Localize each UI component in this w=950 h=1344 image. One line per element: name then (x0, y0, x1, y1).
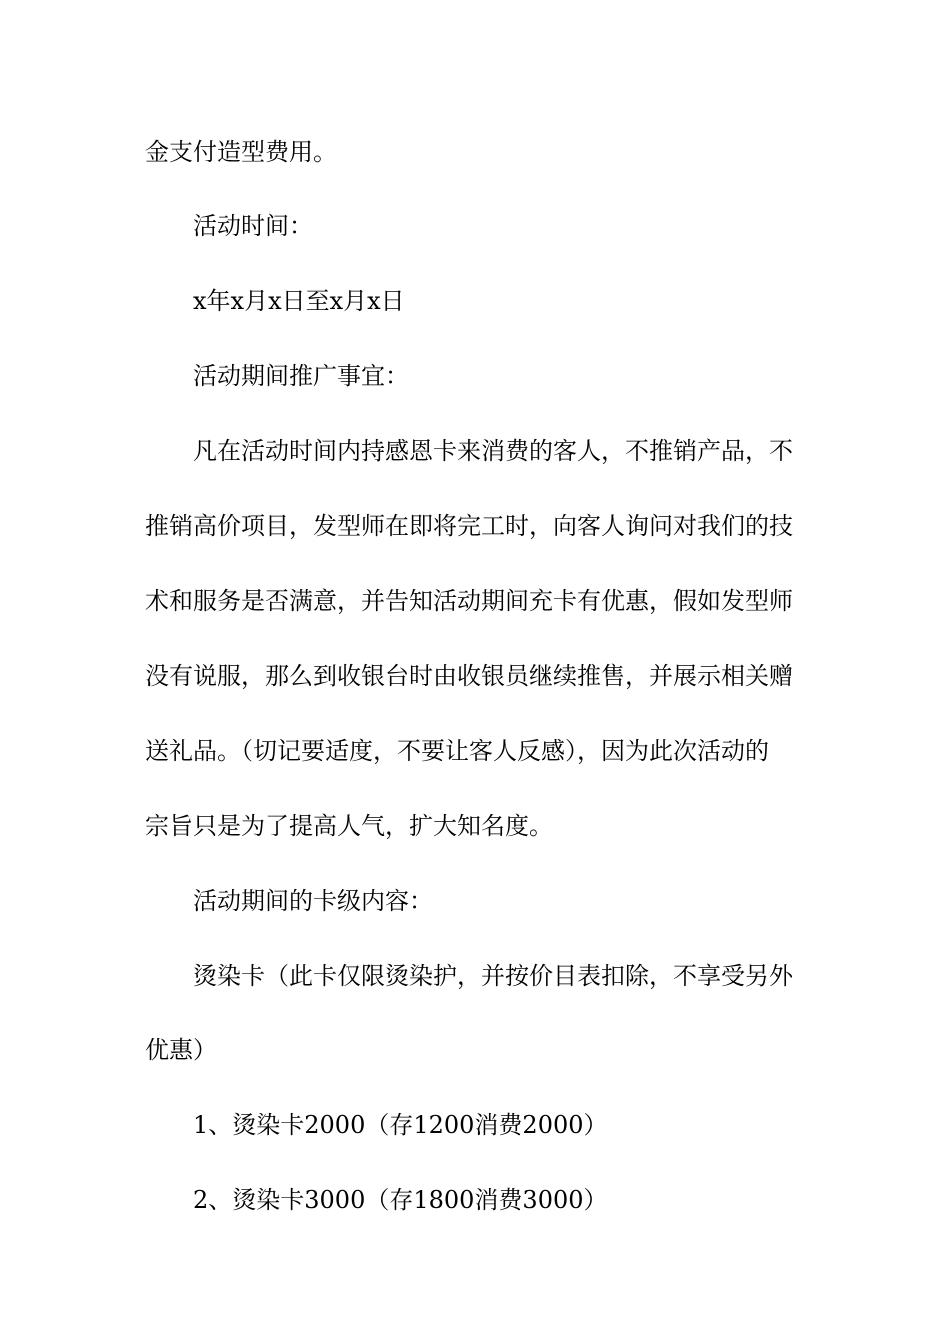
text-line: 金支付造型费用。 (145, 138, 337, 166)
text-line: 送礼品。（切记要适度，不要让客人反感），因为此次活动的 (145, 737, 769, 765)
text-line: 推销高价项目，发型师在即将完工时，向客人询问对我们的技 (145, 512, 793, 540)
text-line: 烫染卡（此卡仅限烫染护，并按价目表扣除，不享受另外 (193, 962, 793, 990)
text-line: 凡在活动时间内持感恩卡来消费的客人，不推销产品，不 (193, 437, 793, 465)
text-line: 活动期间推广事宜： (193, 362, 409, 390)
text-line: 活动时间： (193, 212, 313, 240)
text-line: 没有说服，那么到收银台时由收银员继续推售，并展示相关赠 (145, 662, 793, 690)
text-line: 术和服务是否满意，并告知活动期间充卡有优惠，假如发型师 (145, 587, 793, 615)
text-line: 宗旨只是为了提高人气，扩大知名度。 (145, 812, 553, 840)
text-line: 1、烫染卡2000（存1200消费2000） (193, 1111, 608, 1139)
text-line: 2、烫染卡3000（存1800消费3000） (193, 1186, 608, 1214)
text-line: x年x月x日至x月x日 (193, 287, 405, 315)
text-line: 活动期间的卡级内容： (193, 887, 433, 915)
text-line: 优惠） (145, 1036, 217, 1064)
